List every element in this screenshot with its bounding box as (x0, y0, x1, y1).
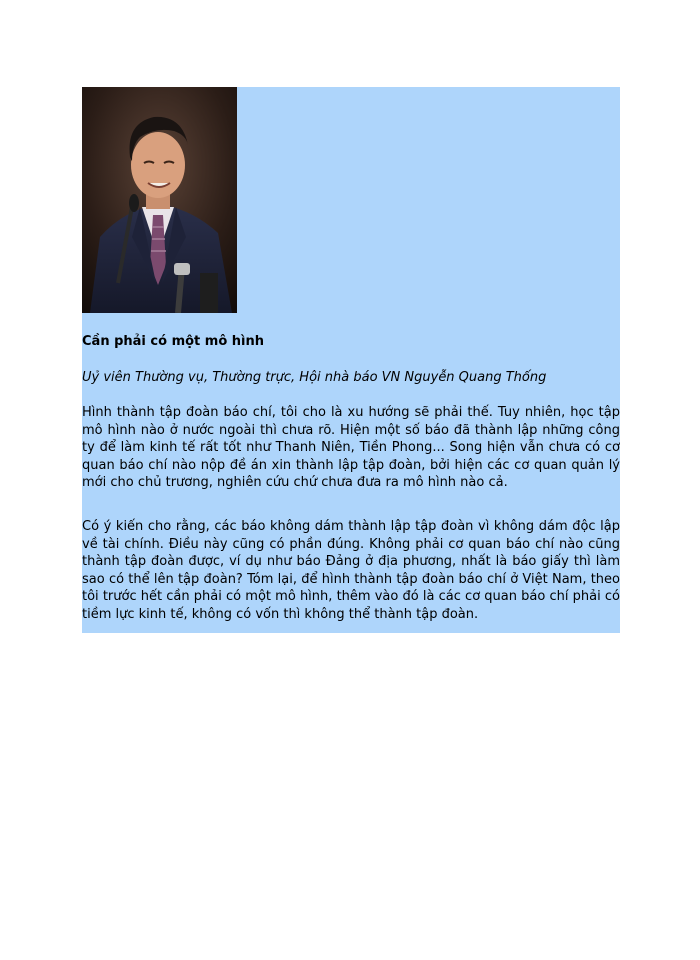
article-paragraph: Có ý kiến cho rằng, các báo không dám thành lập tập đoàn vì không dám độc lập về tài chính. Điều này cũng có phần đúng. Không phải cơ quan báo chí nào cũng thành tập đoàn được, ví dụ như báo Đảng ở địa phương, nhất là báo giấy thì làm sao có thể lên tập đoàn? Tóm lại, để hình thành tập đoàn báo chí ở Việt Nam, theo tôi trước hết cần phải có một mô hình, thêm vào đó là các cơ quan báo chí phải có tiềm lực kinh tế, không có vốn thì không thể thành tập đoàn. (82, 519, 620, 622)
article-byline: Uỷ viên Thường vụ, Thường trực, Hội nhà báo VN Nguyễn Quang Thống (82, 370, 547, 385)
speaker-photo (82, 87, 237, 313)
article-paragraph: Hình thành tập đoàn báo chí, tôi cho là xu hướng sẽ phải thế. Tuy nhiên, học tập mô hình nào ở nước ngoài thì chưa rõ. Hiện một số báo đã thành lập những công ty để làm kinh tế rất tốt như Thanh Niên, Tiền Phong... Song hiện vẫn chưa có cơ quan báo chí nào nộp đề án xin thành lập tập đoàn, bởi hiện các cơ quan quản lý mới cho chủ trương, nghiên cứu chứ chưa đưa ra mô hình nào cả. (82, 405, 620, 491)
article-heading: Cần phải có một mô hình (82, 334, 265, 349)
article-panel (82, 87, 620, 633)
